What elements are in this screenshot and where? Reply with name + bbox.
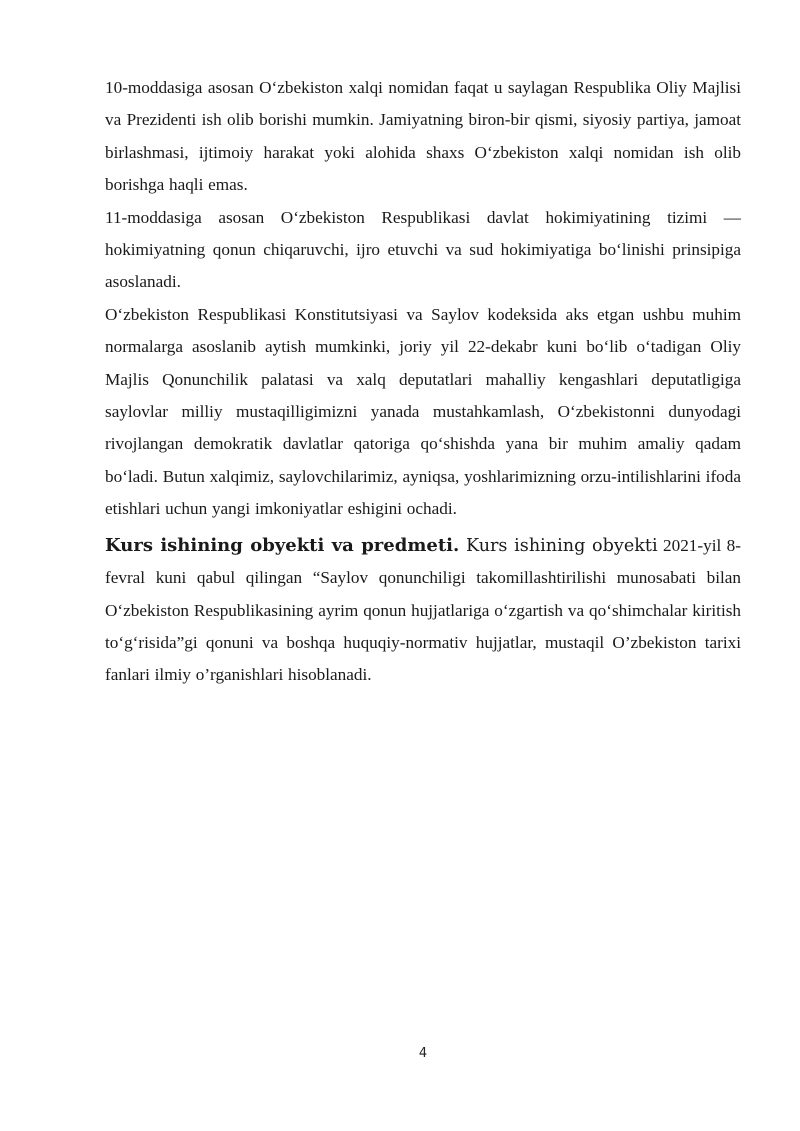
section-heading: Kurs ishining obyekti va predmeti. [105,534,460,556]
section-lead: Kurs ishining obyekti [459,535,658,556]
paragraph-article-10 [105,72,741,202]
paragraph-text: 11-moddasiga asosan O‘zbekiston Respublikasi davlat hokimiyatining tizimi — hokimiyatning qonun chiqaruvchi, ijro etuvchi va sud hokimiyatiga bo‘linishi prinsipiga asoslanadi. [105,207,741,292]
paragraph-course-object [105,530,741,692]
page-number: 4 [418,1046,428,1061]
document-body [105,72,741,692]
paragraph-text: 10-moddasiga asosan O‘zbekiston xalqi nomidan faqat u saylagan Respublika Oliy Majlisi va Prezidenti ish olib borishi mumkin. Jamiyatning biron-bir qismi, siyosiy partiya, jamoat birlashmasi, ijtimoiy harakat yoki alohida shaxs O‘zbekiston xalqi nomidan ish olib borishga haqli emas. [105,78,741,195]
paragraph-elections [105,299,741,526]
paragraph-text: O‘zbekiston Respublikasi Konstitutsiyasi va Saylov kodeksida aks etgan ushbu muhim normalarga asoslanib aytish mumkinki, joriy yil 22-dekabr kuni bo‘lib o‘tadigan Oliy Majlis Qonunchilik palatasi va xalq deputatlari mahalliy kengashlari deputatligiga saylovlar milliy mustaqilligimizni yanada mustahkamlash, O‘zbekistonni dunyodagi rivojlangan demokratik davlatlar qatoriga qo‘shishda yana bir muhim amaliy qadam bo‘ladi. Butun xalqimiz, saylovchilarimiz, ayniqsa, yoshlarimizning orzu-intilishlarini ifoda etishlari uchun yangi imkoniyatlar eshigini ochadi. [105,304,741,519]
paragraph-article-11 [105,202,741,299]
section-text: 2021-yil 8-fevral kuni qabul qilingan “Saylov qonunchiligi takomillashtirilishi munosabati bilan O‘zbekiston Respublikasining ayrim qonun hujjatlariga o‘zgartish va qo‘shimchalar kiritish to‘g‘risida”gi qonuni va boshqa huquqiy-normativ hujjatlar, mustaqil O’zbekiston tarixi fanlari ilmiy o’rganishlari hisoblanadi. [105,535,741,685]
